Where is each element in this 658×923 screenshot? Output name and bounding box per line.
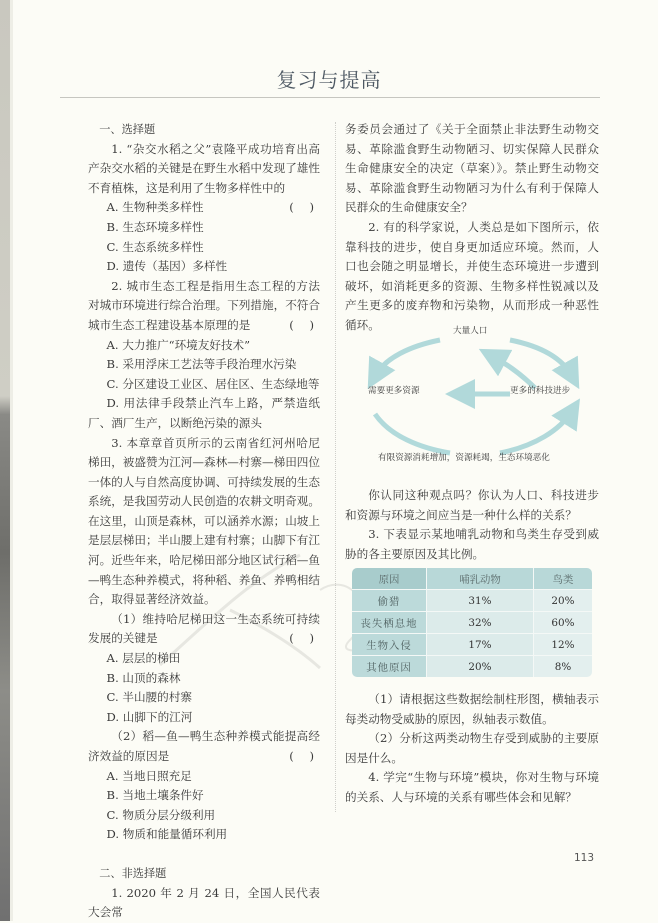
section-title-non-choice: 二、非选择题 <box>99 866 167 880</box>
nonchoice-q1-continued: 务委员会通过了《关于全面禁止非法野生动物交易、革除滥食野生动物陋习、切实保障人民群众生命健康安全的决定（草案）》。禁止野生动物交易、革除滥食野生动物陋习为什么有利于保障人民群众的生命健康安全？ <box>345 122 599 215</box>
question-3-stem: 3. 本章章首页所示的云南省红河州哈尼梯田，被盛赞为江河—森林—村寨—梯田四位一体的人与自然高度协调、可持续发展的生态系统，是我国劳动人民创造的农耕文明奇观。在这里，山顶是森林，可以涵养水源；山坡上是层层梯田；半山腰上建有村寨；山脚下有江河。近些年来，哈尼梯田部分地区试行稻—鱼—鸭生态种养模式，将种稻、养鱼、养鸭相结合，取得显著经济效益。 <box>88 435 320 607</box>
q3-1-option-d[interactable]: D. 山脚下的江河 <box>106 709 193 724</box>
nonchoice-q1-start: 1. 2020 年 2 月 24 日，全国人民代表大会常 <box>88 885 320 920</box>
question-3-sub1-stem: （1）维持哈尼梯田这一生态系统可持续发展的关键是 ( ) <box>88 610 320 649</box>
answer-blank[interactable]: ( ) <box>289 317 320 332</box>
table-cell-cause: 丧失栖息地 <box>352 612 427 634</box>
left-column <box>88 120 320 923</box>
q1-option-a[interactable]: A. 生物种类多样性 <box>106 200 204 215</box>
page-number: 113 <box>574 852 595 864</box>
table-cell-mammals: 32% <box>427 612 534 634</box>
table-row <box>352 590 592 612</box>
diagram-label-degradation: 有限资源消耗增加，资源耗竭，生态环境恶化 <box>378 453 550 463</box>
diagram-label-population: 大量人口 <box>453 326 488 336</box>
table-header-row <box>352 568 592 590</box>
table-row <box>352 634 592 656</box>
table-cell-birds: 12% <box>534 634 592 656</box>
nonchoice-q3-sub1: （1）请根据这些数据绘制柱形图，横轴表示每类动物受威胁的原因，纵轴表示数值。 <box>345 692 599 726</box>
question-2-stem: 2. 城市生态工程是指用生态工程的方法对城市环境进行综合治理。下列措施，不符合城市生态工程建设基本原理的是 ( ) <box>88 277 320 336</box>
table-cell-birds: 60% <box>534 612 592 634</box>
page-edge-strip <box>0 0 10 921</box>
q3-1-option-b[interactable]: B. 山顶的森林 <box>106 670 181 685</box>
q3-1-option-c[interactable]: C. 半山腰的村寨 <box>106 690 192 705</box>
right-column-bottom <box>345 690 599 808</box>
table-cell-mammals: 17% <box>427 634 534 656</box>
table-cell-mammals: 31% <box>427 590 534 612</box>
table-row <box>352 656 592 677</box>
answer-blank[interactable]: ( ) <box>289 749 320 763</box>
table-row <box>352 612 592 634</box>
answer-blank[interactable]: ( ) <box>289 200 320 215</box>
table-cell-mammals: 20% <box>427 656 534 677</box>
population-cycle-diagram <box>350 318 600 468</box>
q3-2-option-c[interactable]: C. 物质分层分级利用 <box>106 807 216 822</box>
table-cell-cause: 生物入侵 <box>352 634 427 656</box>
q3-2-option-d[interactable]: D. 物质和能量循环利用 <box>106 827 228 842</box>
question-3-sub2-stem: （2）稻—鱼—鸭生态种养模式能提高经济效益的原因是 ( ) <box>88 727 320 766</box>
column-divider <box>335 122 336 812</box>
table-cell-cause: 偷猎 <box>352 590 427 612</box>
right-column-middle <box>345 486 599 564</box>
table-header-mammals: 哺乳动物 <box>427 568 534 590</box>
page-edge-shadow <box>10 0 13 921</box>
nonchoice-q2-question: 你认同这种观点吗？你认为人口、科技进步和资源与环境之间应当是一种什么样的关系？ <box>345 488 599 522</box>
nonchoice-q3-text: 3. 下表显示某地哺乳动物和鸟类生存受到威胁的各主要原因及其比例。 <box>345 527 599 561</box>
q2-option-c[interactable]: C. 分区建设工业区、居住区、生态绿地等 <box>106 376 320 391</box>
q3-1-option-a[interactable]: A. 层层的梯田 <box>106 651 181 666</box>
q2-option-b[interactable]: B. 采用浮床工艺法等手段治理水污染 <box>106 357 297 372</box>
title-rule <box>60 97 600 98</box>
q2-option-a[interactable]: A. 大力推广“环境友好技术” <box>106 337 251 352</box>
nonchoice-q4: 4. 学完“生物与环境”模块，你对生物与环境的关系、人与环境的关系有哪些体会和见解？ <box>345 770 599 804</box>
question-1-stem: 1. “杂交水稻之父”袁隆平成功培育出高产杂交水稻的关键是在野生水稻中发现了雄性不育植株，这是利用了生物多样性中的 ( ) <box>88 140 320 199</box>
table-header-birds: 鸟类 <box>534 568 592 590</box>
page-title: 复习与提高 <box>276 68 382 92</box>
q1-option-d[interactable]: D. 遗传（基因）多样性 <box>106 259 228 274</box>
nonchoice-q2-text: 2. 有的科学家说，人类总是如下图所示，依靠科技的进步，使自身更加适应环境。然而，人口也会随之明显增长，并使生态环境进一步遭到破坏，如消耗更多的资源、生物多样性锐减以及产生更多的废弃物和污染物，从而形成一种恶性循环。 <box>345 219 599 332</box>
table-cell-birds: 20% <box>534 590 592 612</box>
threat-causes-table <box>352 568 592 677</box>
q3-2-option-b[interactable]: B. 当地土壤条件好 <box>106 788 204 803</box>
table-cell-birds: 8% <box>534 656 592 677</box>
table-cell-cause: 其他原因 <box>352 656 427 677</box>
q1-option-c[interactable]: C. 生态系统多样性 <box>106 239 204 254</box>
q2-option-d[interactable]: D. 用法律手段禁止汽车上路，严禁造纸厂、酒厂生产，以断绝污染的源头 <box>88 396 320 430</box>
right-column <box>345 120 599 336</box>
q3-2-option-a[interactable]: A. 当地日照充足 <box>106 768 192 783</box>
answer-blank[interactable]: ( ) <box>289 631 320 646</box>
q1-option-b[interactable]: B. 生态环境多样性 <box>106 219 204 234</box>
table-header-cause: 原因 <box>352 568 427 590</box>
diagram-label-technology: 更多的科技进步 <box>510 386 571 396</box>
section-title-choice: 一、选择题 <box>99 123 156 136</box>
diagram-label-resources: 需要更多资源 <box>368 386 420 396</box>
nonchoice-q3-sub2: （2）分析这两类动物生存受到威胁的主要原因是什么。 <box>345 731 599 765</box>
